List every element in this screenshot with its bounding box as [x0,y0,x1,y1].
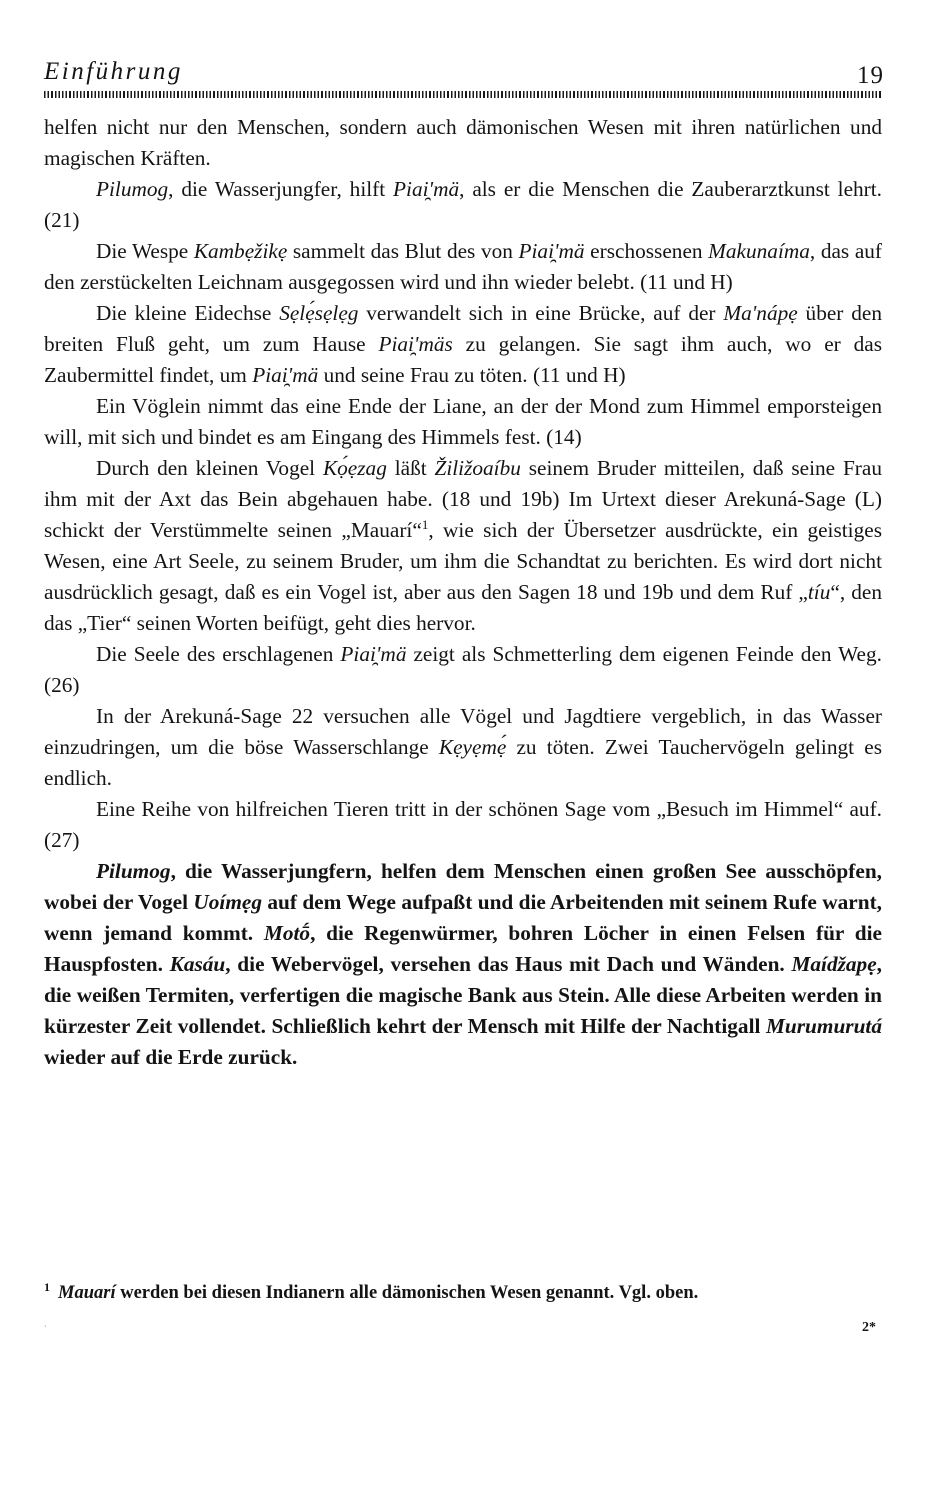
text-run: Durch den kleinen Vogel [96,456,323,480]
italic-term: Piai̯'mäs [378,332,453,356]
header-rule [44,91,882,98]
footnote-text: werden bei diesen Indianern alle dämonischen Wesen genannt. Vgl. oben. [115,1283,699,1303]
text-run: erschossenen [584,239,709,263]
italic-term: Piai̯'mä [252,363,319,387]
document-page [44,58,886,1335]
text-run: , die Webervögel, versehen das Haus mit Dach und Wänden. [225,952,792,976]
paragraph [44,236,882,298]
text-run: In der Arekuná-Sage 22 versuchen alle Vögel und Jagdtiere vergeblich, in das Wasser einzudringen, um die böse Wasserschlange [44,704,882,759]
text-run: “, den das „Tier“ seinen Worten beifügt, geht dies hervor. [44,580,882,635]
paragraph [44,174,882,236]
signature-mark: 2* [862,1320,876,1335]
italic-term: Sẹlẹ́sẹlẹg [279,301,359,325]
text-run: Die Wespe [96,239,194,263]
paragraph [44,391,882,453]
italic-term: Kọ́ẹzag [322,456,387,480]
text-run: , wie sich der Übersetzer ausdrückte, ein geistiges Wesen, eine Art Seele, zu seinem Bruder, um ihm die Schandtat zu berichten. Es wird dort nicht ausdrücklich gesagt, daß es ein Vogel ist, aber aus den Sagen 18 und 19b und dem Ruf „ [44,518,882,604]
text-run: , das auf den zerstückelten Leichnam ausgegossen wird und ihn wieder belebt. (11 und H) [44,239,883,294]
text-run: , die Regenwürmer, bohren Löcher in einen Felsen für die Hauspfosten. [44,921,882,976]
italic-term: Kẹyẹmẹ́ [438,735,507,759]
text-run: , die Wasserjungfern, helfen dem Menschen einen großen See ausschöpfen, wobei der Vogel [44,859,882,914]
text-run: sammelt das Blut des von [287,239,519,263]
text-run: Eine Reihe von hilfreichen Tieren tritt in der schönen Sage vom „Besuch im Himmel“ auf. (27) [44,797,882,852]
paragraph [44,112,882,174]
footnote-reference: 1 [421,517,429,532]
footnote [44,1280,886,1304]
italic-term: Murumurutá [765,1014,882,1038]
italic-term: Uoímẹg [193,890,263,914]
text-run: läßt [386,456,435,480]
text-run: über den breiten Fluß geht, um zum Hause [44,301,882,356]
text-run: zu töten. Zwei Tauchervögeln gelingt es endlich. [44,735,882,790]
print-speck: · [44,1322,47,1331]
text-run: verwandelt sich in eine Brücke, auf der [358,301,724,325]
text-run: auf dem Wege aufpaßt und die Arbeitenden mit seinem Rufe warnt, wenn jemand kommt. [44,890,882,945]
italic-term: Makunaíma [708,239,810,263]
text-run: , die weißen Termiten, verfertigen die magische Bank aus Stein. Alle diese Arbeiten werden in kürzester Zeit vollendet. Schließlich kehrt der Mensch mit Hilfe der Nachtigall [44,952,882,1038]
italic-term: Ma'nápẹ [723,301,798,325]
italic-term: Pilumog [96,859,171,883]
paragraph [44,453,882,639]
text-run: Die Seele des erschlagenen [96,642,341,666]
italic-term: Piai̯'mä [518,239,585,263]
text-run: wieder auf die Erde zurück. [44,1045,298,1069]
text-run: helfen nicht nur den Menschen, sondern auch dämonischen Wesen mit ihren natürlichen und magischen Kräften. [44,115,882,170]
italic-term: Pilumog [96,177,169,201]
italic-term: Kambẹžikẹ [193,239,288,263]
paragraph [44,701,882,794]
running-header-title: Einführung [44,58,183,85]
italic-term: Piai̯'mä [340,642,407,666]
running-header [44,58,886,90]
footnote-term: Mauarí [58,1283,116,1303]
italic-term: Maídžapẹ [791,952,877,976]
italic-term: tíu [807,580,831,604]
page-number: 19 [857,62,884,89]
paragraph [44,639,882,701]
italic-term: Motṓ [263,921,311,945]
text-run: Die kleine Eidechse [96,301,280,325]
text-run: zu gelangen. Sie sagt ihm auch, wo er das Zaubermittel findet, um [44,332,882,387]
paragraph [44,856,882,1073]
text-run: Ein Vöglein nimmt das eine Ende der Liane, an der der Mond zum Himmel emporsteigen will, mit sich und bindet es am Eingang des Himmels fest. (14) [44,394,882,449]
text-run: zeigt als Schmetterling dem eigenen Feinde den Weg. (26) [44,642,882,697]
italic-term: Piai̯'mä [393,177,460,201]
paragraph [44,298,882,391]
text-run: und seine Frau zu töten. (11 und H) [318,363,626,387]
body-text [44,112,882,1073]
italic-term: Kasáu [169,952,226,976]
text-run: , als er die Menschen die Zauberarztkunst lehrt. (21) [44,177,883,232]
italic-term: Žiližoaíbu [434,456,521,480]
text-run: , die Wasserjungfer, hilft [168,177,394,201]
paragraph [44,794,882,856]
footnote-marker: 1 [44,1280,50,1294]
text-run: seinem Bruder mitteilen, daß seine Frau ihm mit der Axt das Bein abgehauen habe. (18 und 19b) Im Urtext dieser Arekuná-Sage (L) schickt der Verstümmelte seinen „Mauarí“ [44,456,882,542]
